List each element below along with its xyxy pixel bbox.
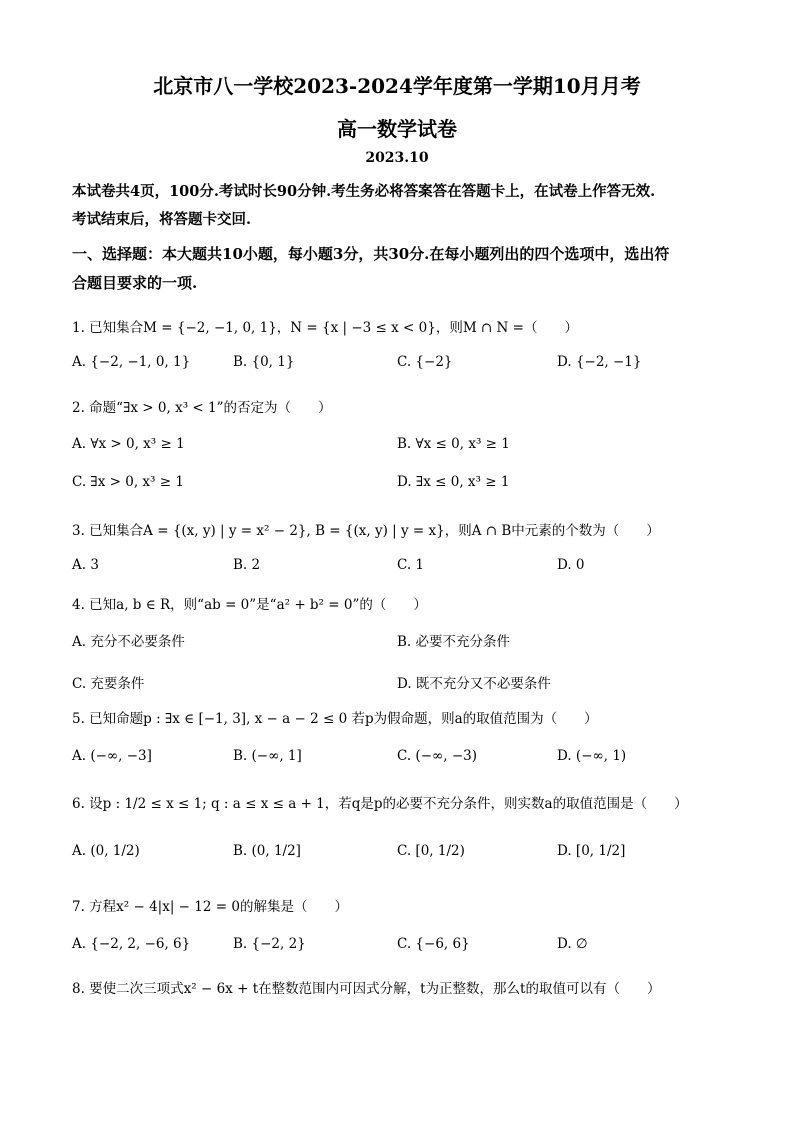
question-5-option-c: C. (−∞, −3) [397, 748, 478, 764]
question-1-option-d: D. {−2, −1} [557, 354, 642, 370]
instructions-line-1: 本试卷共4页，100分.考试时长90分钟.考生务必将答案答在答题卡上，在试卷上作答无效. [72, 183, 656, 200]
question-5-option-b: B. (−∞, 1] [233, 748, 302, 764]
question-4-option-d: D. 既不充分又不必要条件 [397, 676, 551, 692]
question-7-option-d: D. ∅ [557, 936, 588, 952]
section-heading-line-2: 合题目要求的一项. [72, 274, 198, 292]
question-7-option-c: C. {−6, 6} [397, 936, 470, 952]
question-1-stem: 1. 已知集合M = {−2, −1, 0, 1}，N = {x | −3 ≤ x < 0}，则M ∩ N =（ ） [72, 320, 578, 336]
section-heading-line-1: 一、选择题：本大题共10小题，每小题3分，共30分.在每小题列出的四个选项中，选出符 [72, 245, 670, 263]
question-2-option-d: D. ∃x ≤ 0, x³ ≥ 1 [397, 474, 510, 490]
question-1-option-a: A. {−2, −1, 0, 1} [72, 354, 191, 370]
exam-date: 2023.10 [365, 150, 429, 166]
question-5-option-d: D. (−∞, 1) [557, 748, 627, 764]
question-4-stem: 4. 已知a, b ∈ R，则“ab = 0”是“a² + b² = 0”的（ ） [72, 597, 427, 613]
question-5-stem: 5. 已知命题p : ∃x ∈ [−1, 3], x − a − 2 ≤ 0 若p为假命题，则a的取值范围为（ ） [72, 711, 598, 727]
question-4-option-b: B. 必要不充分条件 [397, 634, 511, 650]
question-3-option-c: C. 1 [397, 557, 425, 573]
question-3-stem: 3. 已知集合A = {(x, y) | y = x² − 2}, B = {(x, y) | y = x}，则A ∩ B中元素的个数为（ ） [72, 523, 660, 539]
question-7-stem: 7. 方程x² − 4|x| − 12 = 0的解集是（ ） [72, 899, 348, 915]
question-3-option-d: D. 0 [557, 557, 585, 573]
question-6-option-b: B. (0, 1/2] [233, 843, 301, 859]
exam-title: 北京市八一学校2023-2024学年度第一学期10月月考 [153, 74, 641, 98]
question-2-stem: 2. 命题“∃x > 0, x³ < 1”的否定为（ ） [72, 400, 332, 416]
question-3-option-b: B. 2 [233, 557, 261, 573]
question-3-option-a: A. 3 [72, 557, 99, 573]
question-5-option-a: A. (−∞, −3] [72, 748, 152, 764]
question-1-option-b: B. {0, 1} [233, 354, 295, 370]
instructions-line-2: 考试结束后，将答题卡交回. [72, 211, 252, 228]
exam-subtitle: 高一数学试卷 [337, 117, 457, 141]
question-8-stem: 8. 要使二次三项式x² − 6x + t在整数范围内可因式分解，t为正整数，那么t的取值可以有（ ） [72, 981, 661, 997]
instructions [72, 178, 722, 234]
section-heading [72, 240, 722, 298]
question-6-option-a: A. (0, 1/2) [72, 843, 140, 859]
question-4-option-c: C. 充要条件 [72, 676, 145, 692]
question-2-option-a: A. ∀x > 0, x³ ≥ 1 [72, 436, 185, 452]
question-2-option-c: C. ∃x > 0, x³ ≥ 1 [72, 474, 184, 490]
question-6-option-d: D. [0, 1/2] [557, 843, 626, 859]
question-7-option-a: A. {−2, 2, −6, 6} [72, 936, 191, 952]
question-7-option-b: B. {−2, 2} [233, 936, 306, 952]
question-2-option-b: B. ∀x ≤ 0, x³ ≥ 1 [397, 436, 510, 452]
question-6-stem: 6. 设p : 1/2 ≤ x ≤ 1; q : a ≤ x ≤ a + 1，若q是p的必要不充分条件，则实数a的取值范围是（ ） [72, 796, 688, 812]
question-1-option-c: C. {−2} [397, 354, 453, 370]
question-6-option-c: C. [0, 1/2) [397, 843, 465, 859]
question-4-option-a: A. 充分不必要条件 [72, 634, 185, 650]
